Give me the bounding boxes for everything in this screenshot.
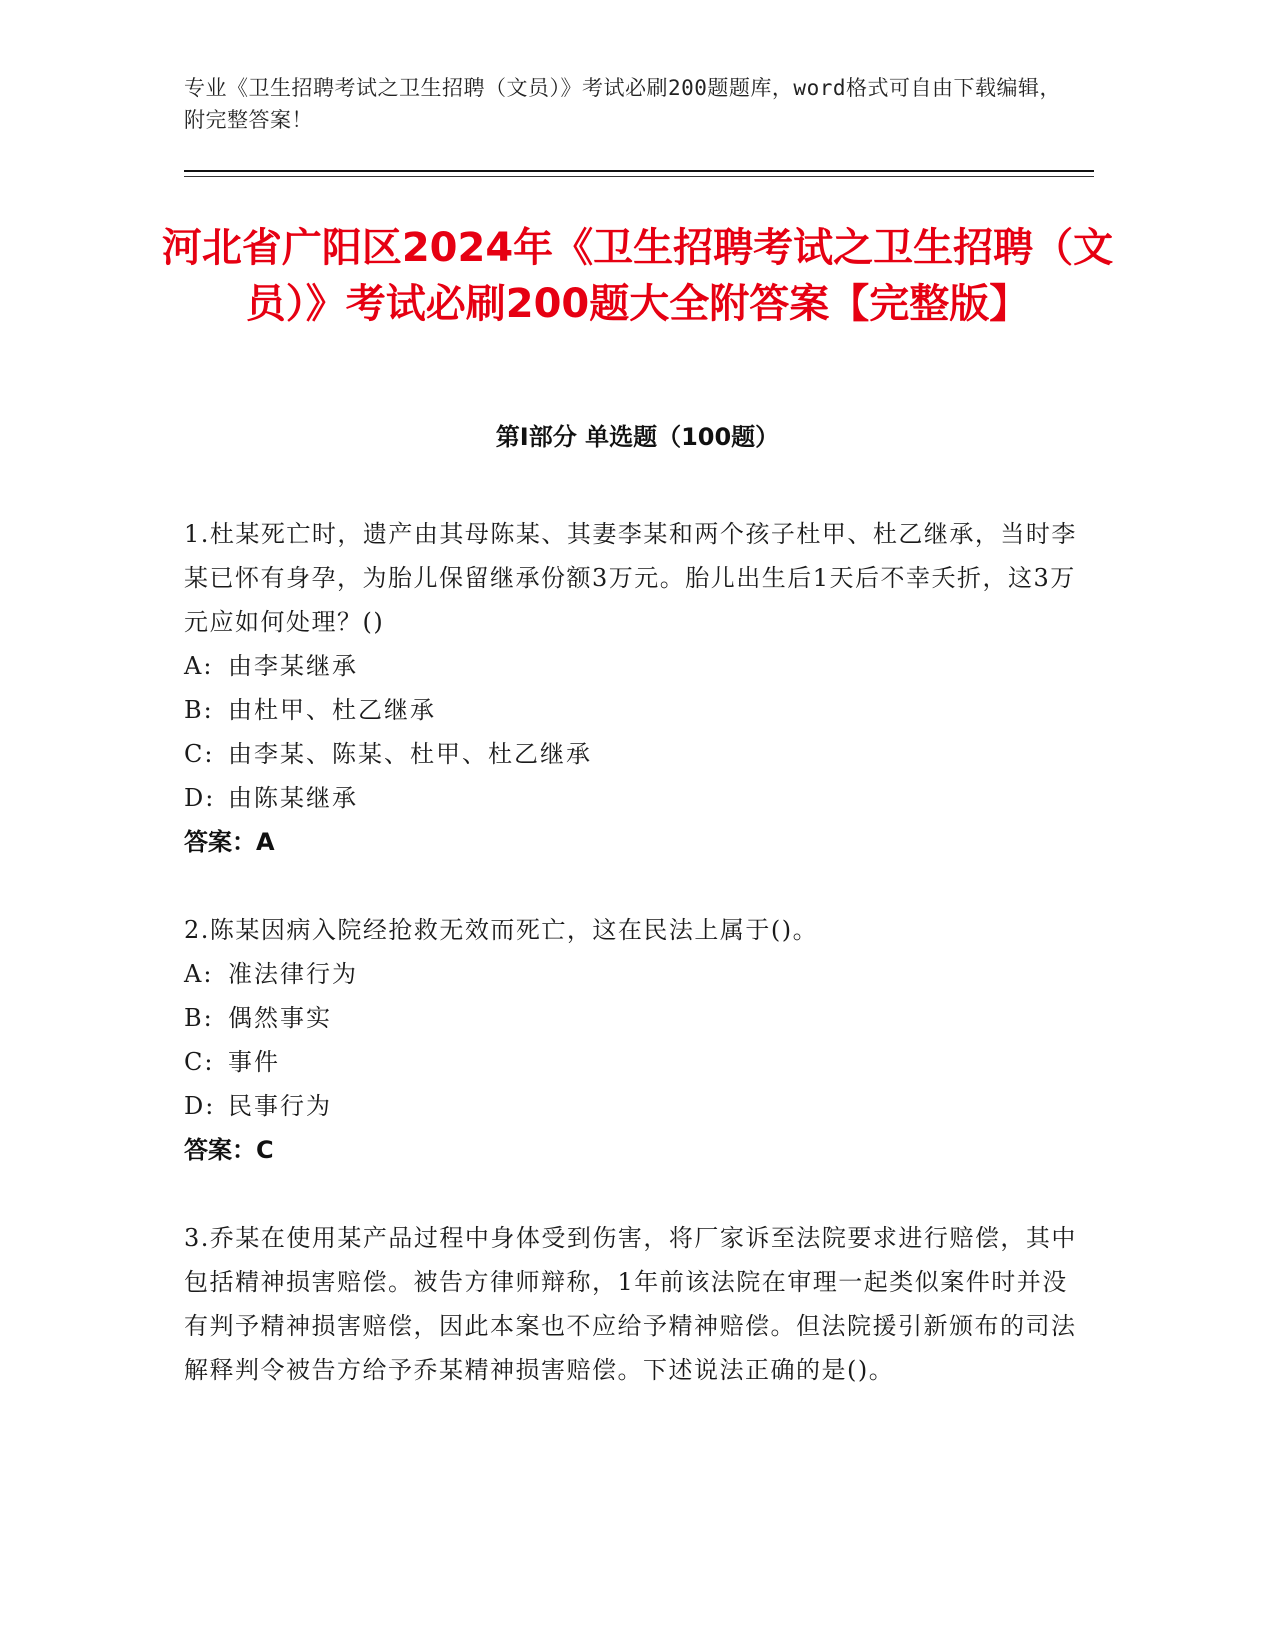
question-option-a <box>184 644 1084 688</box>
option-key: B: <box>184 1004 214 1032</box>
question-option-c <box>184 732 1084 776</box>
option-key: A: <box>184 652 214 680</box>
header-divider-thick <box>184 170 1094 172</box>
option-key: D: <box>184 784 216 812</box>
option-key: B: <box>184 696 214 724</box>
question-2 <box>184 908 1084 1172</box>
question-stem: 2.陈某因病入院经抢救无效而死亡，这在民法上属于()。 <box>184 916 819 944</box>
question-answer: 答案：C <box>184 1136 274 1164</box>
question-option-d <box>184 776 1084 820</box>
question-option-b <box>184 996 1084 1040</box>
question-option-a <box>184 952 1084 996</box>
question-stem: 1.杜某死亡时，遗产由其母陈某、其妻李某和两个孩子杜甲、杜乙继承，当时李某已怀有身孕，为胎儿保留继承份额3万元。胎儿出生后1天后不幸夭折，这3万元应如何处理？() <box>184 520 1077 636</box>
option-key: C: <box>184 740 215 768</box>
option-key: D: <box>184 1092 216 1120</box>
option-key: A: <box>184 960 214 988</box>
option-text: 民事行为 <box>228 1092 332 1120</box>
question-answer: 答案：A <box>184 828 275 856</box>
question-option-c <box>184 1040 1084 1084</box>
question-option-b <box>184 688 1084 732</box>
option-key: C: <box>184 1048 215 1076</box>
question-1 <box>184 512 1084 864</box>
option-text: 由李某、陈某、杜甲、杜乙继承 <box>228 740 592 768</box>
option-text: 事件 <box>228 1048 280 1076</box>
section-heading: 第I部分 单选题（100题） <box>495 423 780 451</box>
option-text: 由李某继承 <box>228 652 358 680</box>
option-text: 偶然事实 <box>228 1004 332 1032</box>
option-text: 由杜甲、杜乙继承 <box>228 696 436 724</box>
option-text: 由陈某继承 <box>228 784 358 812</box>
question-stem: 3.乔某在使用某产品过程中身体受到伤害，将厂家诉至法院要求进行赔偿，其中包括精神损害赔偿。被告方律师辩称，1年前该法院在审理一起类似案件时并没有判予精神损害赔偿，因此本案也不应给予精神赔偿。但法院援引新颁布的司法解释判令被告方给予乔某精神损害赔偿。下述说法正确的是()。 <box>184 1224 1077 1384</box>
option-text: 准法律行为 <box>228 960 358 988</box>
question-3 <box>184 1216 1084 1392</box>
question-list <box>184 512 1084 1392</box>
header-note: 专业《卫生招聘考试之卫生招聘（文员）》考试必刷200题题库，word格式可自由下载编辑，附完整答案！ <box>184 76 1061 132</box>
question-option-d <box>184 1084 1084 1128</box>
header-divider-thin <box>184 176 1094 177</box>
document-title: 河北省广阳区2024年《卫生招聘考试之卫生招聘（文员）》考试必刷200题大全附答案【完整版】 <box>161 225 1114 327</box>
